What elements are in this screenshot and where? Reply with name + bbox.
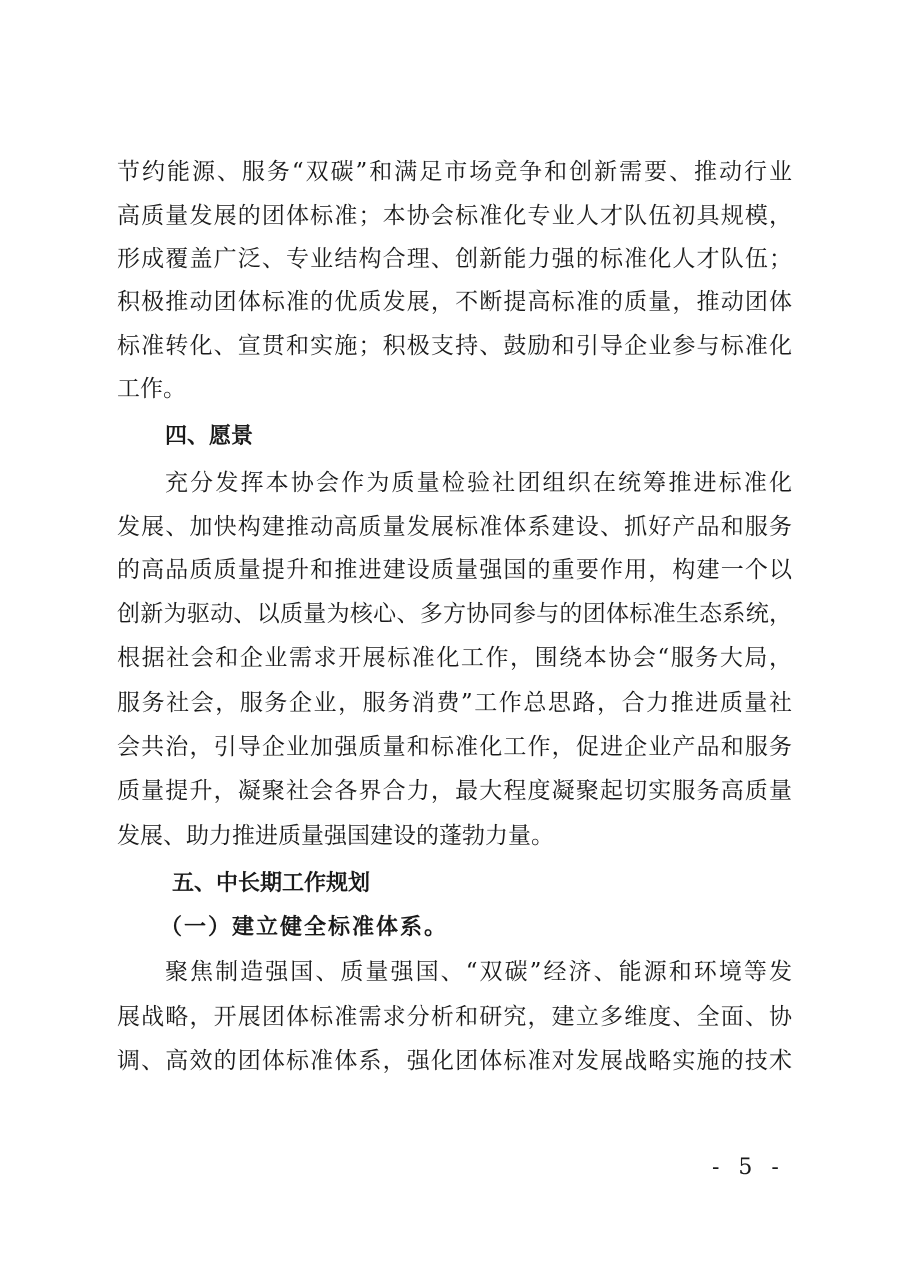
paragraph-line: 的高品质质量提升和推进建设质量强国的重要作用，构建一个以 — [117, 557, 792, 583]
paragraph-line: 根据社会和企业需求开展标准化工作，围绕本协会“服务大局， — [117, 645, 792, 671]
paragraph-line: 展战略，开展团体标准需求分析和研究，建立多维度、全面、协 — [117, 1004, 792, 1030]
section-heading: 四、愿景 — [165, 424, 254, 449]
paragraph-line: 高质量发展的团体标准；本协会标准化专业人才队伍初具规模， — [117, 203, 792, 229]
paragraph-line: 创新为驱动、以质量为核心、多方协同参与的团体标准生态系统， — [117, 601, 792, 627]
paragraph-line: 会共治，引导企业加强质量和标准化工作，促进企业产品和服务 — [117, 734, 792, 760]
paragraph-line: 发展、加快构建推动高质量发展标准体系建设、抓好产品和服务 — [117, 514, 792, 540]
subsection-heading: （一）建立健全标准体系。 — [160, 915, 449, 940]
paragraph-line: 调、高效的团体标准体系，强化团体标准对发展战略实施的技术 — [117, 1048, 792, 1074]
paragraph-line: 积极推动团体标准的优质发展，不断提高标准的质量，推动团体 — [117, 289, 792, 315]
paragraph-line: 聚焦制造强国、质量强国、“双碳”经济、能源和环境等发 — [165, 959, 792, 985]
section-heading: 五、中长期工作规划 — [172, 871, 371, 896]
paragraph-line: 形成覆盖广泛、专业结构合理、创新能力强的标准化人才队伍； — [117, 246, 792, 272]
paragraph-line: 标准转化、宣贯和实施；积极支持、鼓励和引导企业参与标准化 — [117, 333, 792, 359]
page-number: - 5 - — [712, 1155, 785, 1180]
paragraph-line: 质量提升，凝聚社会各界合力，最大程度凝聚起切实服务高质量 — [117, 778, 792, 804]
paragraph-line: 发展、助力推进质量强国建设的蓬勃力量。 — [117, 823, 554, 849]
paragraph-line: 服务社会，服务企业，服务消费”工作总思路，合力推进质量社 — [117, 690, 792, 716]
paragraph-line: 节约能源、服务“双碳”和满足市场竞争和创新需要、推动行业 — [117, 159, 792, 185]
paragraph-line: 充分发挥本协会作为质量检验社团组织在统筹推进标准化 — [165, 470, 792, 496]
paragraph-line: 工作。 — [117, 376, 186, 402]
